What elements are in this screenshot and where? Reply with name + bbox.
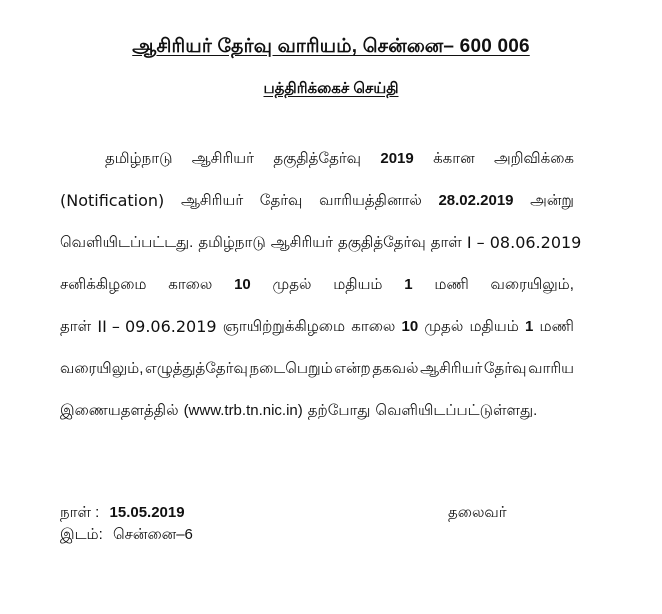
footer-date-place [60,502,193,546]
body-word: மதியம் [333,276,383,293]
body-word: (Notification) [60,191,165,210]
body-word: தேர்வு [483,360,527,377]
body-word: ஆசிரியர் [180,192,244,209]
body-word: நடைபெறும் [249,360,333,377]
body-word: ஞாயிற்றுக்கிழமை [222,318,346,335]
body-word: மணி [539,318,574,335]
body-word: க்கான [433,150,475,167]
body-word: தகுதித்தேர்வு [338,234,426,251]
body-word: தமிழ்நாடு [105,150,173,167]
body-line-1 [60,148,574,190]
body-line-3 [60,232,582,274]
body-word: வாரியத்தினால் [319,192,422,209]
body-word: தற்போது [307,402,371,419]
body-word: வெளியிடப்பட்டது. [60,234,194,251]
body-word: 10 [401,318,419,335]
body-line-2 [60,190,574,232]
body-line-7 [60,400,574,442]
body-word: காலை [168,276,213,293]
signatory-title: தலைவர் [448,504,507,521]
body-word: தகுதித்தேர்வு [273,150,362,167]
page-subtitle: பத்திரிக்கைச் செய்தி [263,80,399,97]
place-row [60,524,193,546]
body-word: ஆசிரியர் [191,150,255,167]
body-line-5 [60,316,574,358]
body-word: வரையிலும், [60,360,144,377]
body-word: வெளியிடப்பட்டுள்ளது. [375,402,538,419]
body-word: 10 [234,276,251,293]
body-word: 28.02.2019 [438,192,514,209]
body-word: ஆசிரியர் [270,234,334,251]
body-word: அறிவிக்கை [493,150,574,167]
body-word: ஆசிரியர் [420,360,483,377]
body-word: என்ற [334,360,371,377]
place-label: இடம்: [60,526,103,543]
date-value: 15.05.2019 [109,504,185,521]
website-url-text: (www.trb.tn.nic.in) [183,402,303,419]
date-label: நாள் : [60,504,100,521]
body-word: மணி [434,276,469,293]
body-word: மதியம் [469,318,519,335]
body-word: அன்று [530,192,574,209]
body-word: எழுத்துத்தேர்வு [144,360,248,377]
body-word: முதல் [424,318,464,335]
body-word: சனிக்கிழமை [60,276,147,293]
body-word: 1 [404,276,413,293]
place-value: சென்னை–6 [112,526,193,543]
body-word: தாள் [60,318,92,335]
body-word: தகவல் [372,360,419,377]
body-word: வாரிய [528,360,574,377]
page-title: ஆசிரியர் தேர்வு வாரியம், சென்னை– 600 006 [132,36,530,57]
body-word: 1 [524,318,534,335]
press-release-body [60,148,582,442]
body-word: II – 09.06.2019 [97,317,217,336]
body-word: காலை [351,318,396,335]
body-word: வரையிலும், [490,276,574,293]
body-word: I – 08.06.2019 [466,233,582,252]
body-line-6 [60,358,574,400]
body-word: 2019 [380,150,414,167]
body-line-4 [60,274,574,316]
date-row [60,502,193,524]
body-word: முதல் [272,276,312,293]
body-word: தாள் [430,234,462,251]
body-word: இணையதளத்தில் [60,402,179,419]
body-word: தேர்வு [259,192,303,209]
body-word: தமிழ்நாடு [198,234,266,251]
